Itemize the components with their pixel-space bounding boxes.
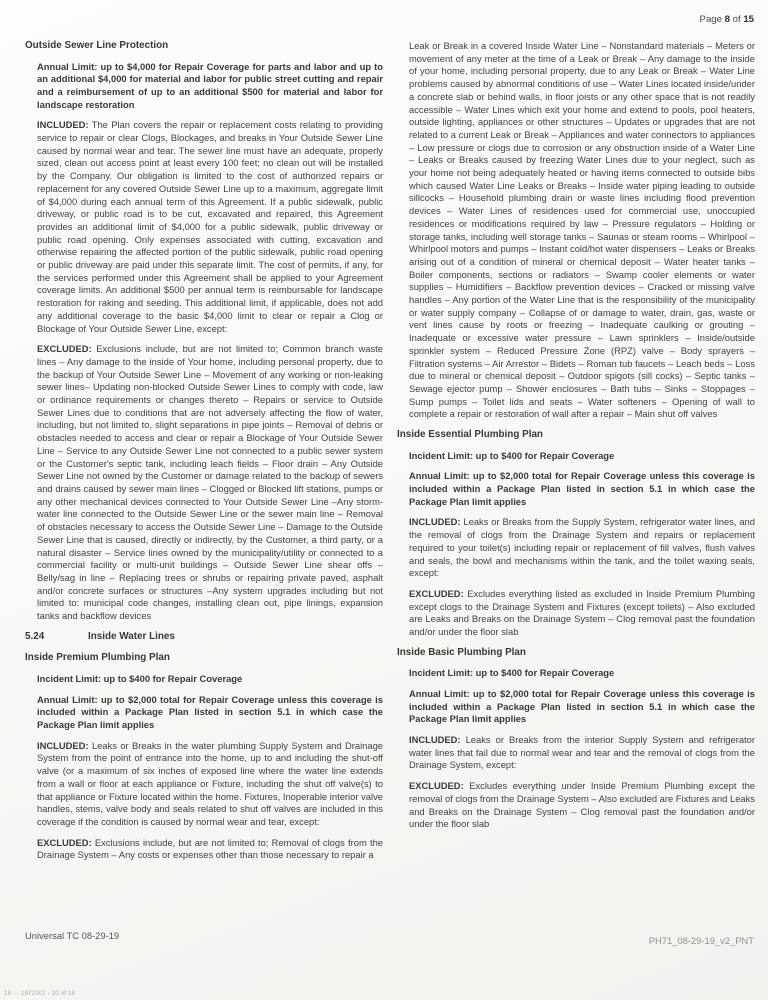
basic-excluded-paragraph	[409, 780, 755, 831]
footer-doc-code-left: Universal TC 08-29-19	[25, 930, 120, 941]
basic-included-paragraph	[409, 734, 755, 772]
included-text: Leaks or Breaks from the Supply System, refrigerator water lines, and the removal of clogs from the Drainage System and repairs or replacement required to your toilet(s) including repair or replacement of fill valves, flush valves and seals, the bowl and mechanisms within the tank, and the toilet waxing seals, except:	[409, 516, 755, 579]
section-5-24-heading	[25, 631, 383, 644]
page-number-header	[700, 14, 754, 25]
of-label: of	[732, 14, 741, 25]
basic-annual-limit: Annual Limit: up to $2,000 total for Repair Coverage unless this coverage is included within a Package Plan listed in section 5.1 in which case the Package Plan limit applies	[409, 687, 755, 725]
included-text: Leaks or Breaks in the water plumbing Supply System and Drainage System from the point of entrance into the home, up to and including the shut-off valve (or a maximum of six inches of exposed line where the water line extends from a wall or floor at each appliance or Fixture, including the shut off valve(s) to that appliance or Fixture located within the home. Fixtures, Inoperable interior valve handles, stems, valve body and seals related to shut off valves are included in this coverage if the condition is caused by normal wear and tear, except:	[37, 739, 384, 827]
excluded-label: EXCLUDED:	[37, 343, 92, 355]
included-label: INCLUDED:	[409, 516, 461, 528]
premium-excluded-paragraph	[37, 837, 383, 862]
outside-sewer-heading: Outside Sewer Line Protection	[25, 40, 169, 51]
premium-plan-heading: Inside Premium Plumbing Plan	[25, 652, 170, 664]
essential-included-paragraph	[409, 516, 755, 580]
section-title: Inside Water Lines	[88, 630, 175, 642]
included-text: Leaks or Breaks from the interior Supply System and refrigerator water lines that fail due to normal wear and tear and the removal of clogs from the Drainage System, except:	[409, 734, 756, 771]
premium-included-paragraph	[37, 740, 383, 829]
excluded-text: Excludes everything listed as excluded in Inside Premium Plumbing except clogs to the Drainage System and Fixtures (except toilets) – Also excluded are Leaks and Breaks on the Drainage System – Clog removal past the foundation and/or under the floor slab	[409, 587, 755, 638]
included-text: The Plan covers the repair or replacement costs relating to providing service to repair or clear Clogs, Blockages, and breaks in Your Outside Sewer Line caused by normal wear and tear. The sewer line must have an adequate, properly sized, clean out access point at least every 100 feet; no clean out will be installed by the Company. Our obligation is limited to the cost of authorized repairs or replacement for any covered Outside Sewer Line up to a maximum, aggregate limit of $4,000 during each annual term of this Agreement. If a public sidewalk, public driveway, or public road is to be cut, excavated and repaired, this Agreement provides an additional limit of $4,000 for a public sidewalk, public driveway or public road opening. Only expenses associated with cutting, excavation and otherwise repairing the affected portion of the public sidewalk, public road opening or public driveway are paid under this separate limit. The cost of permits, if any, for the services performed under this Agreement shall be applied to your Agreement coverage limits. An additional $500 per annual term is reimbursable for landscape restoration for raking and seeding. This additional limit, if applicable, does not add any additional coverage to the basic $4,000 limit to clear or repair a Clog or Blockage of Your Outside Sewer Line, except:	[37, 119, 384, 334]
footer-corner-mark: 18 - - 1872001 - 10 of 18	[4, 991, 76, 997]
page-label: Page	[699, 14, 722, 25]
basic-plan-heading: Inside Basic Plumbing Plan	[397, 646, 526, 658]
footer-doc-code-right: PH71_08-29-19_v2_PNT	[648, 935, 754, 946]
excluded-label: EXCLUDED:	[37, 836, 92, 848]
basic-incident-limit: Incident Limit: up to $400 for Repair Coverage	[409, 667, 615, 679]
included-label: INCLUDED:	[409, 734, 461, 746]
excluded-continuation-paragraph: Leak or Break in a covered Inside Water Line – Nonstandard materials – Meters or movement of any meter at the time of a Leak or Break – Any damage to the inside of your home, including personal property, due to any Leak or Break – Water Line problems caused by abnormal conditions of use – Water Lines located inside/under a concrete slab or behind walls, in floor joists or any other space that is not readily accessible – Water Lines which exit your home and extend to pools, pool heaters, outside lighting, appliances or other structures – Updates or upgrades that are not related to a current Leak or Break – Appliances and water connectors to appliances – Low pressure or clogs due to corrosion or any obstruction inside of a Water Line – Leaks or Breaks caused by freezing Water Lines due to your neglect, such as your home not being adequately heated or having items connected to outside bibs which caused Water Line Leaks or Breaks – Inside water piping leading to outside sillcocks – Household plumbing drain or waste lines including flood prevention devices – Water Lines of residences used for commercial use, unoccupied residences or modifications required by law – Pressure regulators – Holding or storage tanks, including well storage tanks – Saunas or steam rooms – Whirlpool – Whirlpool motors and pumps – Instant cold/hot water dispensers – Leaks or Breaks arising out of a condition of mineral or chemical deposit – Water heater tanks – Boiler components, sections or radiators – Swamp cooler elements or water supplies – Humidifiers – Backflow prevention devices – Cracked or missing valve handles – Any portion of the Water Line that is the responsibility of the municipality or water supply company – Collapse of or damage to water, drain, gas, waste or vent lines cause by roots or freezing – Inadequate caulking or grouting – Inadequate or excessive water pressure – Lawn sprinklers – Inside/outside sprinkler system – Reduced Pressure Zone (RPZ) valve – Body sprayers – Filtration systems – Air Arrestor – Bidets – Roman tub faucets – Leach beds – Loss due to mineral or chemical deposit – Outdoor spigots (sill cocks) – Septic tanks – Sewage ejector pump – Shower enclosures – Bath tubs – Sinks – Stoppages – Sump pumps – Toilet lids and seats – Water softeners – Opening of wall to complete a repair or restoration of wall after a repair – Main shut off valves	[409, 40, 755, 420]
outside-sewer-annual-limit: Annual Limit: up to $4,000 for Repair Coverage for parts and labor and up to an additional $4,000 for material and labor for public street cutting and repair and a reimbursement of up to an additional $500 for material and labor for landscape restoration	[37, 60, 383, 110]
excluded-label: EXCLUDED:	[409, 587, 464, 599]
essential-incident-limit: Incident Limit: up to $400 for Repair Coverage	[409, 449, 615, 461]
page-total: 15	[743, 14, 754, 25]
right-column	[397, 40, 755, 870]
excluded-label: EXCLUDED:	[409, 780, 464, 792]
excluded-text: Exclusions include, but are not limited to; Removal of clogs from the Drainage System – Any costs or expenses other than those necessary to repair a	[37, 836, 383, 861]
premium-annual-limit: Annual Limit: up to $2,000 total for Repair Coverage unless this coverage is included within a Package Plan listed in section 5.1 in which case the Package Plan limit applies	[37, 693, 383, 731]
left-column	[25, 40, 383, 870]
two-column-body	[25, 40, 755, 870]
outside-sewer-excluded-paragraph	[37, 343, 383, 622]
outside-sewer-included-paragraph	[37, 119, 383, 335]
section-number: 5.24	[25, 630, 45, 642]
premium-incident-limit: Incident Limit: up to $400 for Repair Coverage	[37, 672, 243, 684]
essential-annual-limit: Annual Limit: up to $2,000 total for Repair Coverage unless this coverage is included within a Package Plan listed in section 5.1 in which case the Package Plan limit applies	[409, 470, 755, 507]
excluded-text: Exclusions include, but are not limited to; Common branch waste lines – Any damage to the inside of Your home, including personal property, due to the backup of Your Outside Sewer Line – Movement of any working or non-leaking sewer lines– Updating non-blocked Outside Sewer Lines to comply with code, law or ordinance requirements or changes thereto – Repairs or service to Outside Sewer Lines due to conditions that are not adversely affecting the flow of water, including, but not limited to, slight separations in pipe joints – Removal of debris or obstacles needed to access and clear or repair a Blockage of Your Outside Sewer Line – Service to any Outside Sewer Line not connected to a public sewer system or the Customer's septic tank, including leach fields – Floor drain – Any Outside Sewer Line not owned by the Customer or damage related to the backup of sewers and drains caused by sewer main lines – Clogged or Blocked lift stations, pumps or any other mechanical devices connected to Your Outside Sewer Line –Any storm-water line connected to the Outside Sewer Line or the sewer main line – Removal of obstacles necessary to access the Outside Sewer Line – Damage to the Outside Sewer Line that is caused, directly or indirectly, by the Customer, a third party, or a natural disaster – Service lines owned by the municipality/utility or connected to a commercial facility or multi-unit buildings – Outside Sewer Line shear offs – Belly/sag in line – Replacing trees or shrubs or repairing private paved, asphalt and/or concrete surfaces or structures –Any system upgrades including but not limited to: municipal code changes, installing clean out, pipe linings, expansion tanks and backflow devices	[37, 343, 383, 622]
included-label: INCLUDED:	[37, 739, 89, 751]
essential-plan-heading: Inside Essential Plumbing Plan	[397, 429, 543, 441]
included-label: INCLUDED:	[37, 119, 89, 131]
excluded-text: Excludes everything under Inside Premium Plumbing except the removal of clogs from the Drainage System – Also excluded are Fixtures and Leaks and Breaks on the Drainage System – Clog removal past the foundation and/or under the floor slab	[409, 780, 756, 830]
page-number: 8	[724, 14, 730, 25]
essential-excluded-paragraph	[409, 588, 755, 639]
